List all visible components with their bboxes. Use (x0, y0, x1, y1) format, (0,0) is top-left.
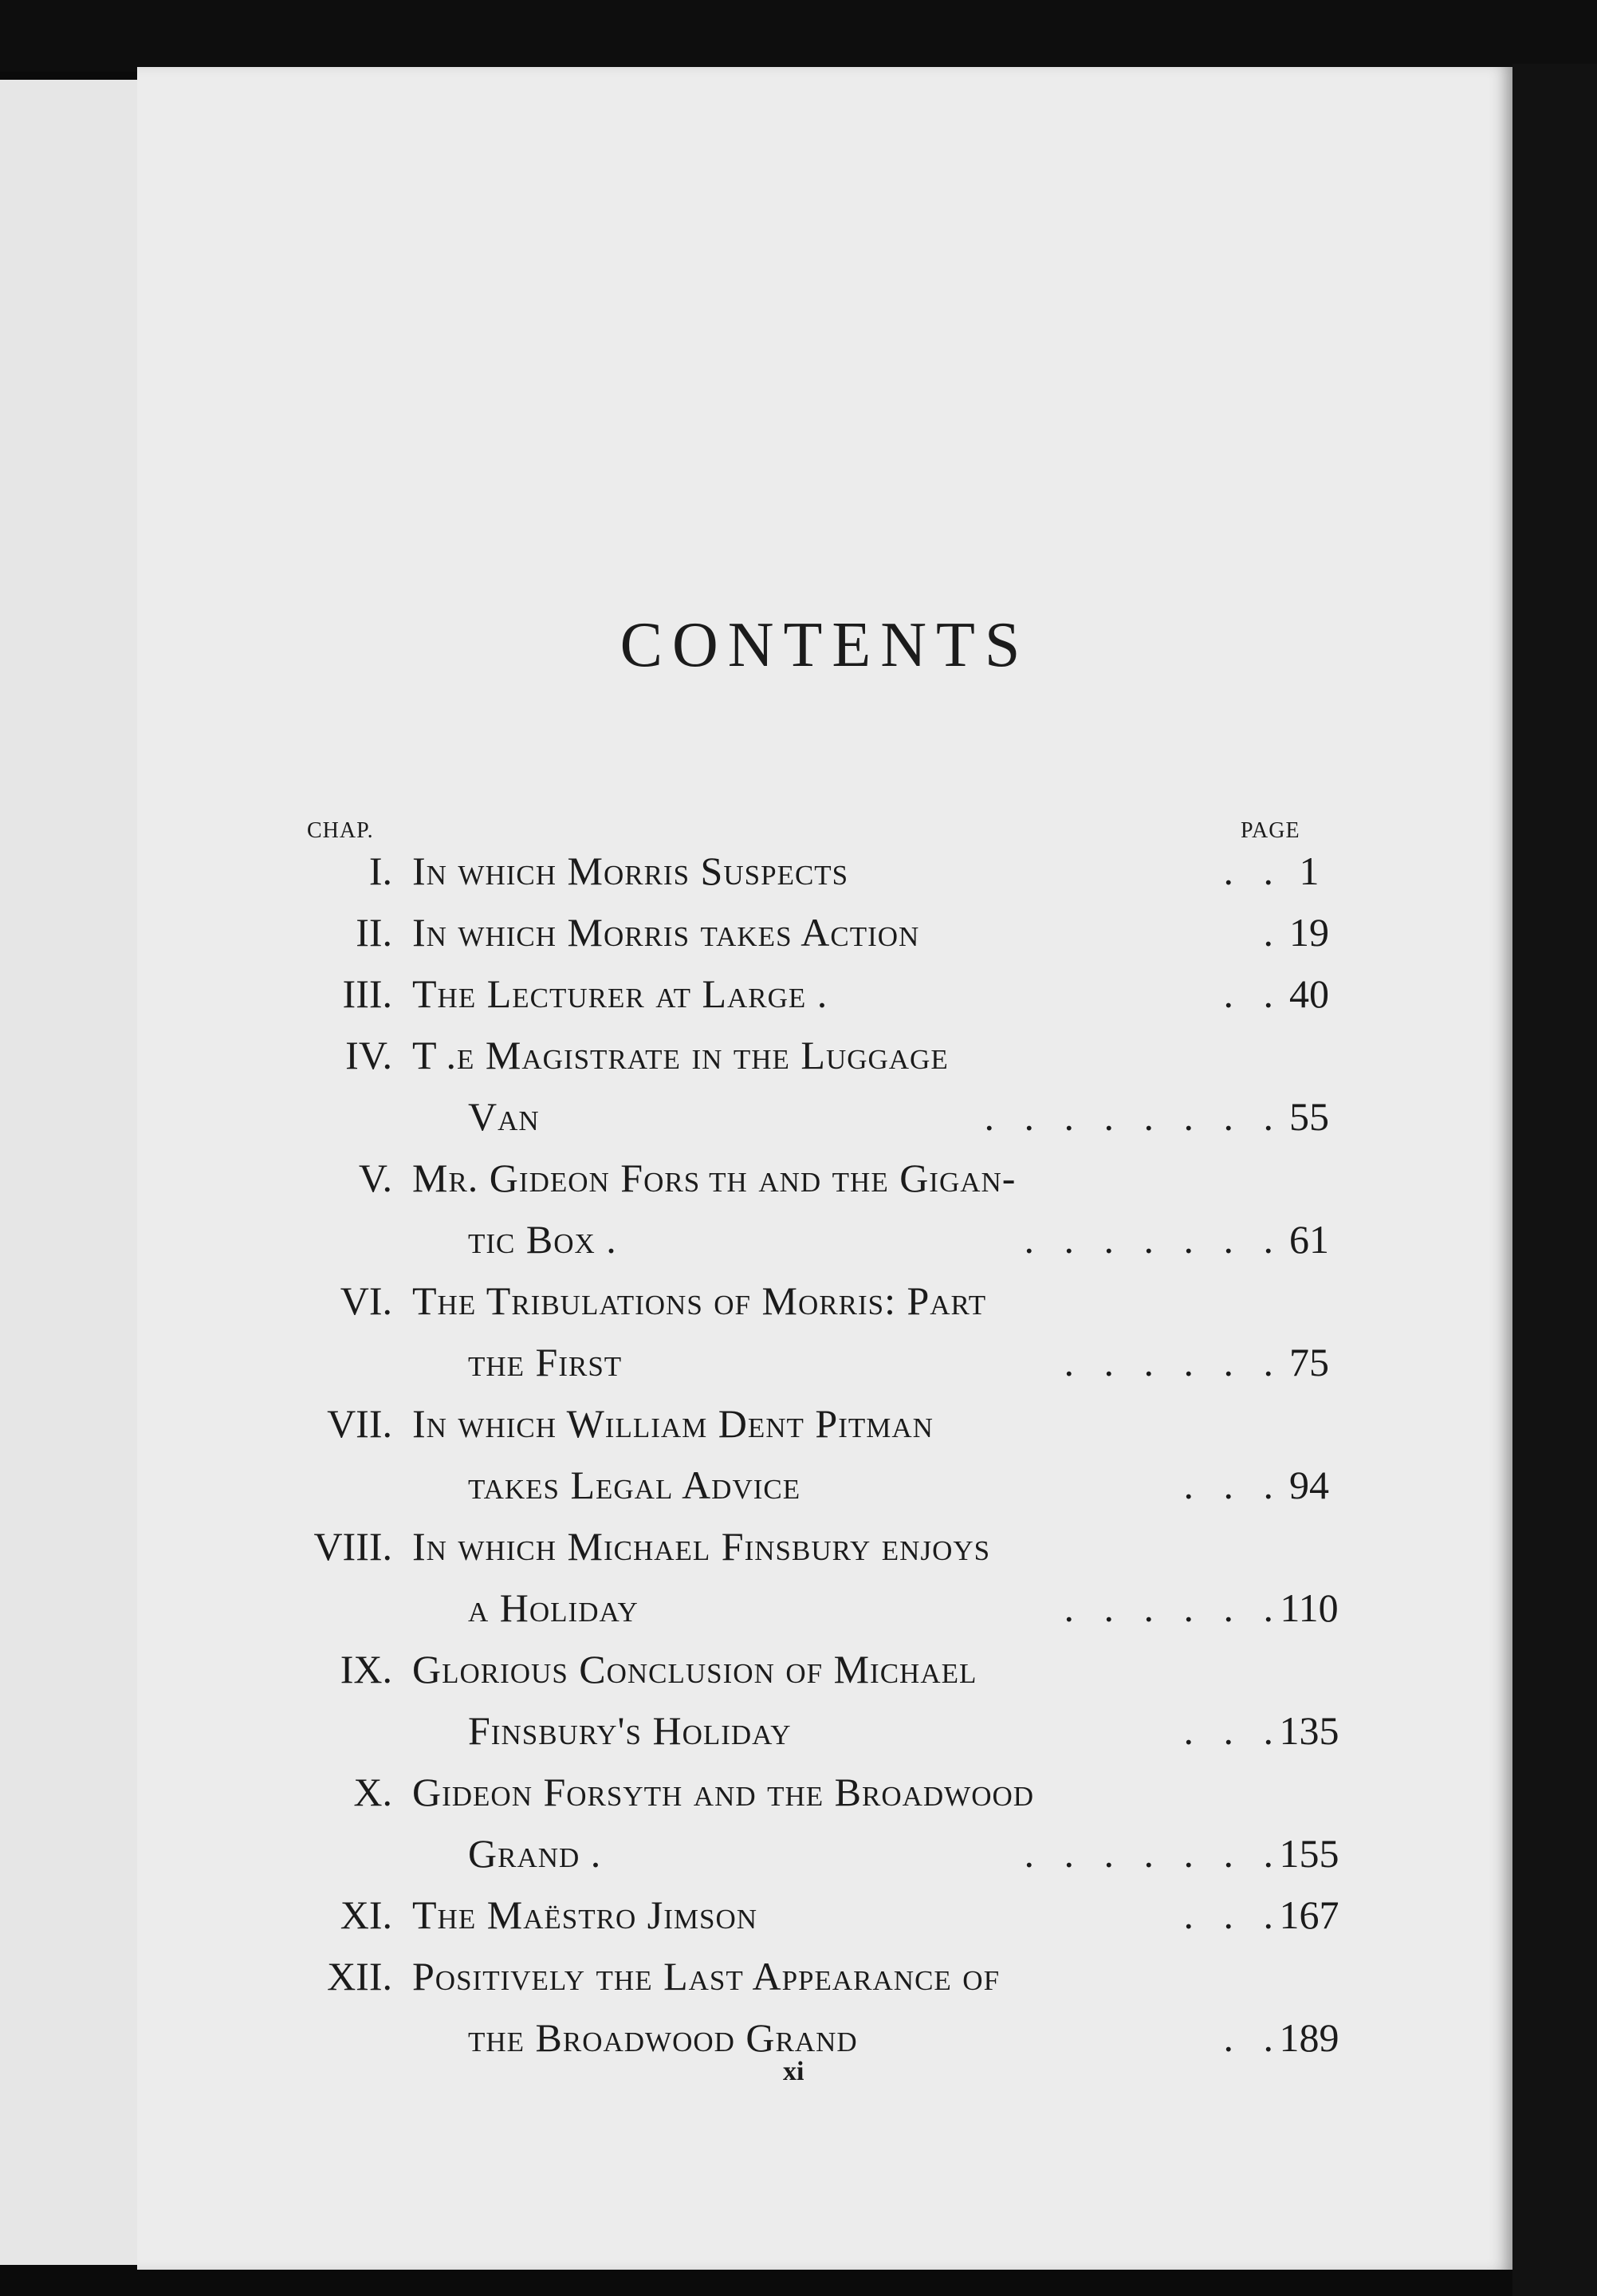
leader-dots: . . (1223, 849, 1273, 893)
leader-dots: . . (1223, 2015, 1273, 2060)
chap-header: CHAP. (307, 818, 374, 843)
contents-line (137, 1270, 1512, 1331)
page-number: 167 (1279, 1892, 1339, 1937)
contents-line (137, 1577, 1512, 1638)
chapter-title: the Broadwood Grand (468, 2015, 858, 2060)
chapter-number: IX. (340, 1647, 392, 1691)
leader-dots: . (1263, 910, 1273, 955)
chapter-title: The Maëstro Jimson (412, 1892, 758, 1937)
contents-line (137, 963, 1512, 1024)
chapter-title: In which Morris Suspects (412, 849, 849, 893)
page-number: 61 (1289, 1217, 1329, 1262)
chapter-title: The Lecturer at Large . (412, 971, 828, 1016)
chapter-title: In which Michael Finsbury enjoys (412, 1524, 991, 1569)
leader-dots: . . . . . . . . (984, 1094, 1273, 1139)
page-number: 189 (1279, 2015, 1339, 2060)
contents-line (137, 1455, 1512, 1515)
page-number: 1 (1299, 849, 1320, 893)
chapter-title: the First (468, 1340, 623, 1384)
scan-background (0, 0, 1597, 72)
page-folio: xi (783, 2057, 804, 2086)
leader-dots: . . . (1183, 1463, 1273, 1507)
contents-line (137, 1148, 1512, 1208)
chapter-title: a Holiday (468, 1585, 639, 1630)
chapter-number: I. (368, 849, 392, 893)
contents-line (137, 841, 1512, 901)
chapter-title: T .e Magistrate in the Luggage (412, 1033, 949, 1077)
leader-dots: . . . . . . . (1024, 1831, 1273, 1876)
leader-dots: . . . . . . . (1024, 1217, 1273, 1262)
contents-line (137, 902, 1512, 963)
chapter-number: V. (358, 1156, 392, 1200)
chapter-title: In which William Dent Pitman (412, 1401, 934, 1446)
chapter-title: Gideon Forsyth and the Broadwood (412, 1770, 1035, 1814)
chapter-number: XII. (327, 1954, 392, 1999)
contents-line (137, 1700, 1512, 1761)
leader-dots: . . . . . . (1064, 1340, 1273, 1384)
chapter-title: The Tribulations of Morris: Part (412, 1278, 987, 1323)
contents-line (137, 2007, 1512, 2068)
leader-dots: . . . (1183, 1892, 1273, 1937)
page-number: 55 (1289, 1094, 1329, 1139)
chapter-title: tic Box . (468, 1217, 617, 1262)
chapter-number: X. (353, 1770, 392, 1814)
page-header: PAGE (1241, 818, 1300, 843)
chapter-number: VIII. (313, 1524, 392, 1569)
contents-line (137, 1209, 1512, 1270)
scan-border (1512, 64, 1597, 2296)
chapter-number: XI. (340, 1892, 392, 1937)
contents-line (137, 1516, 1512, 1577)
chapter-title: Grand . (468, 1831, 602, 1876)
page-number: 135 (1279, 1708, 1339, 1753)
contents-line (137, 1946, 1512, 2007)
contents-line (137, 1332, 1512, 1392)
contents-line (137, 1025, 1512, 1085)
chapter-number: IV. (345, 1033, 392, 1077)
chapter-title: Finsbury's Holiday (468, 1708, 792, 1753)
chapter-title: Mr. Gideon Fors th and the Gigan- (412, 1156, 1017, 1200)
chapter-number: II. (356, 910, 392, 955)
contents-line (137, 1823, 1512, 1884)
facing-page-edge (0, 80, 140, 2265)
leader-dots: . . . (1183, 1708, 1273, 1753)
book-page (137, 67, 1512, 2270)
chapter-number: III. (342, 971, 392, 1016)
page-number: 40 (1289, 971, 1329, 1016)
contents-line (137, 1639, 1512, 1699)
page-number: 94 (1289, 1463, 1329, 1507)
contents-line (137, 1086, 1512, 1147)
contents-line (137, 1762, 1512, 1822)
page-number: 110 (1280, 1585, 1339, 1630)
chapter-title: takes Legal Advice (468, 1463, 801, 1507)
page-number: 19 (1289, 910, 1329, 955)
chapter-number: VI. (340, 1278, 392, 1323)
contents-line (137, 1884, 1512, 1945)
chapter-title: Glorious Conclusion of Michael (412, 1647, 977, 1691)
chapter-title: Positively the Last Appearance of (412, 1954, 1001, 1999)
chapter-title: In which Morris takes Action (412, 910, 920, 955)
chapter-title: Van (468, 1094, 540, 1139)
page-number: 75 (1289, 1340, 1329, 1384)
contents-line (137, 1393, 1512, 1454)
leader-dots: . . . . . . (1064, 1585, 1273, 1630)
page-number: 155 (1279, 1831, 1339, 1876)
page-title: CONTENTS (620, 610, 1030, 680)
chapter-number: VII. (327, 1401, 392, 1446)
leader-dots: . . (1223, 971, 1273, 1016)
